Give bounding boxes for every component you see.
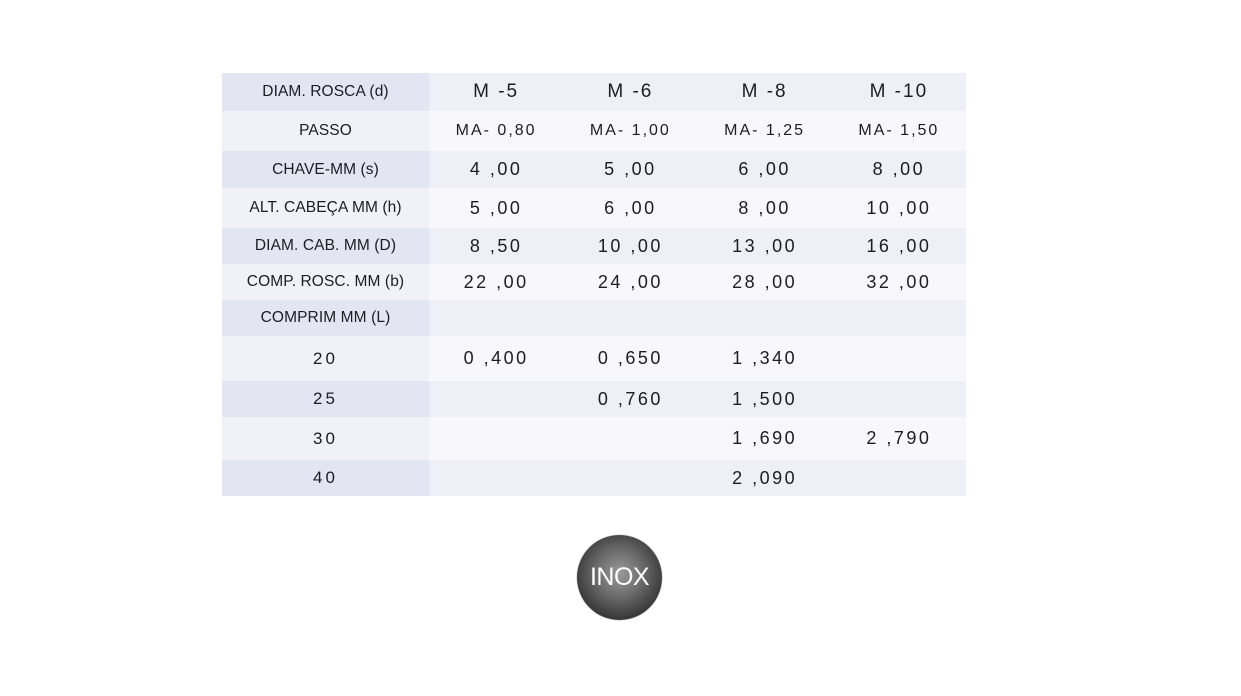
table-cell: 2 ,090 bbox=[732, 467, 798, 488]
inox-badge-label: INOX bbox=[589, 563, 650, 591]
row-label: 20 bbox=[222, 336, 429, 381]
table-cell bbox=[429, 417, 563, 460]
table-cell bbox=[832, 381, 966, 417]
table-row bbox=[222, 417, 966, 460]
table-cell bbox=[832, 300, 966, 336]
table-cell bbox=[429, 381, 563, 417]
column-header: M -8 bbox=[741, 81, 788, 102]
table-cell: 8 ,00 bbox=[872, 159, 926, 179]
row-label: ALT. CABEÇA MM (h) bbox=[222, 188, 429, 228]
table-cell bbox=[429, 460, 563, 496]
table-cell: 10 ,00 bbox=[866, 197, 932, 218]
table-row bbox=[222, 300, 966, 336]
inox-badge bbox=[577, 535, 662, 620]
table-row bbox=[222, 381, 966, 417]
row-label: CHAVE-MM (s) bbox=[222, 151, 429, 188]
table-row bbox=[222, 264, 966, 300]
row-label: COMPRIM MM (L) bbox=[222, 300, 429, 336]
table-cell: 28 ,00 bbox=[732, 271, 798, 292]
table-cell: 6 ,00 bbox=[738, 159, 791, 179]
column-header: M -10 bbox=[869, 81, 929, 102]
table-cell: 0 ,650 bbox=[597, 348, 663, 368]
column-header: M -6 bbox=[607, 81, 654, 102]
table-cell: 16 ,00 bbox=[866, 235, 932, 256]
table-cell: 6 ,00 bbox=[604, 197, 657, 218]
table-cell bbox=[563, 460, 697, 496]
table-cell bbox=[698, 300, 832, 336]
table-cell: MA- 1,00 bbox=[589, 122, 671, 139]
row-label: COMP. ROSC. MM (b) bbox=[222, 264, 429, 300]
table-cell: 5 ,00 bbox=[469, 197, 523, 218]
table-cell: MA- 0,80 bbox=[455, 122, 537, 139]
row-label: DIAM. ROSCA (d) bbox=[222, 73, 429, 111]
table-row bbox=[222, 460, 966, 496]
table-cell: 8 ,50 bbox=[469, 235, 523, 256]
table-cell: 0 ,760 bbox=[597, 388, 663, 409]
table-row bbox=[222, 228, 966, 264]
table-cell bbox=[563, 417, 697, 460]
table-cell: 1 ,690 bbox=[732, 428, 798, 448]
table-row bbox=[222, 336, 966, 381]
column-header: M -5 bbox=[473, 81, 520, 102]
table-row bbox=[222, 73, 966, 111]
table-cell: 1 ,340 bbox=[732, 348, 798, 368]
row-label: DIAM. CAB. MM (D) bbox=[222, 228, 429, 264]
table-cell: 24 ,00 bbox=[597, 271, 663, 292]
table-cell bbox=[429, 300, 563, 336]
table-cell: MA- 1,50 bbox=[858, 122, 940, 139]
table-cell: 32 ,00 bbox=[866, 271, 932, 292]
table-cell: 13 ,00 bbox=[732, 235, 798, 256]
spec-table bbox=[222, 73, 966, 496]
table-cell bbox=[563, 300, 697, 336]
table-cell: 2 ,790 bbox=[866, 428, 932, 448]
table-cell bbox=[832, 336, 966, 381]
row-label: PASSO bbox=[222, 111, 429, 151]
table-cell: MA- 1,25 bbox=[724, 122, 806, 139]
table-cell: 5 ,00 bbox=[604, 159, 657, 179]
table-cell: 0 ,400 bbox=[463, 348, 529, 368]
table-row bbox=[222, 151, 966, 188]
row-label: 30 bbox=[222, 417, 429, 460]
table-cell: 8 ,00 bbox=[738, 197, 791, 218]
table-cell: 22 ,00 bbox=[463, 271, 529, 292]
table-cell: 4 ,00 bbox=[469, 159, 523, 179]
table-cell: 10 ,00 bbox=[597, 235, 663, 256]
table-row bbox=[222, 188, 966, 228]
table-cell bbox=[832, 460, 966, 496]
row-label: 25 bbox=[222, 381, 429, 417]
table-cell: 1 ,500 bbox=[732, 388, 798, 409]
table-row bbox=[222, 111, 966, 151]
row-label: 40 bbox=[222, 460, 429, 496]
